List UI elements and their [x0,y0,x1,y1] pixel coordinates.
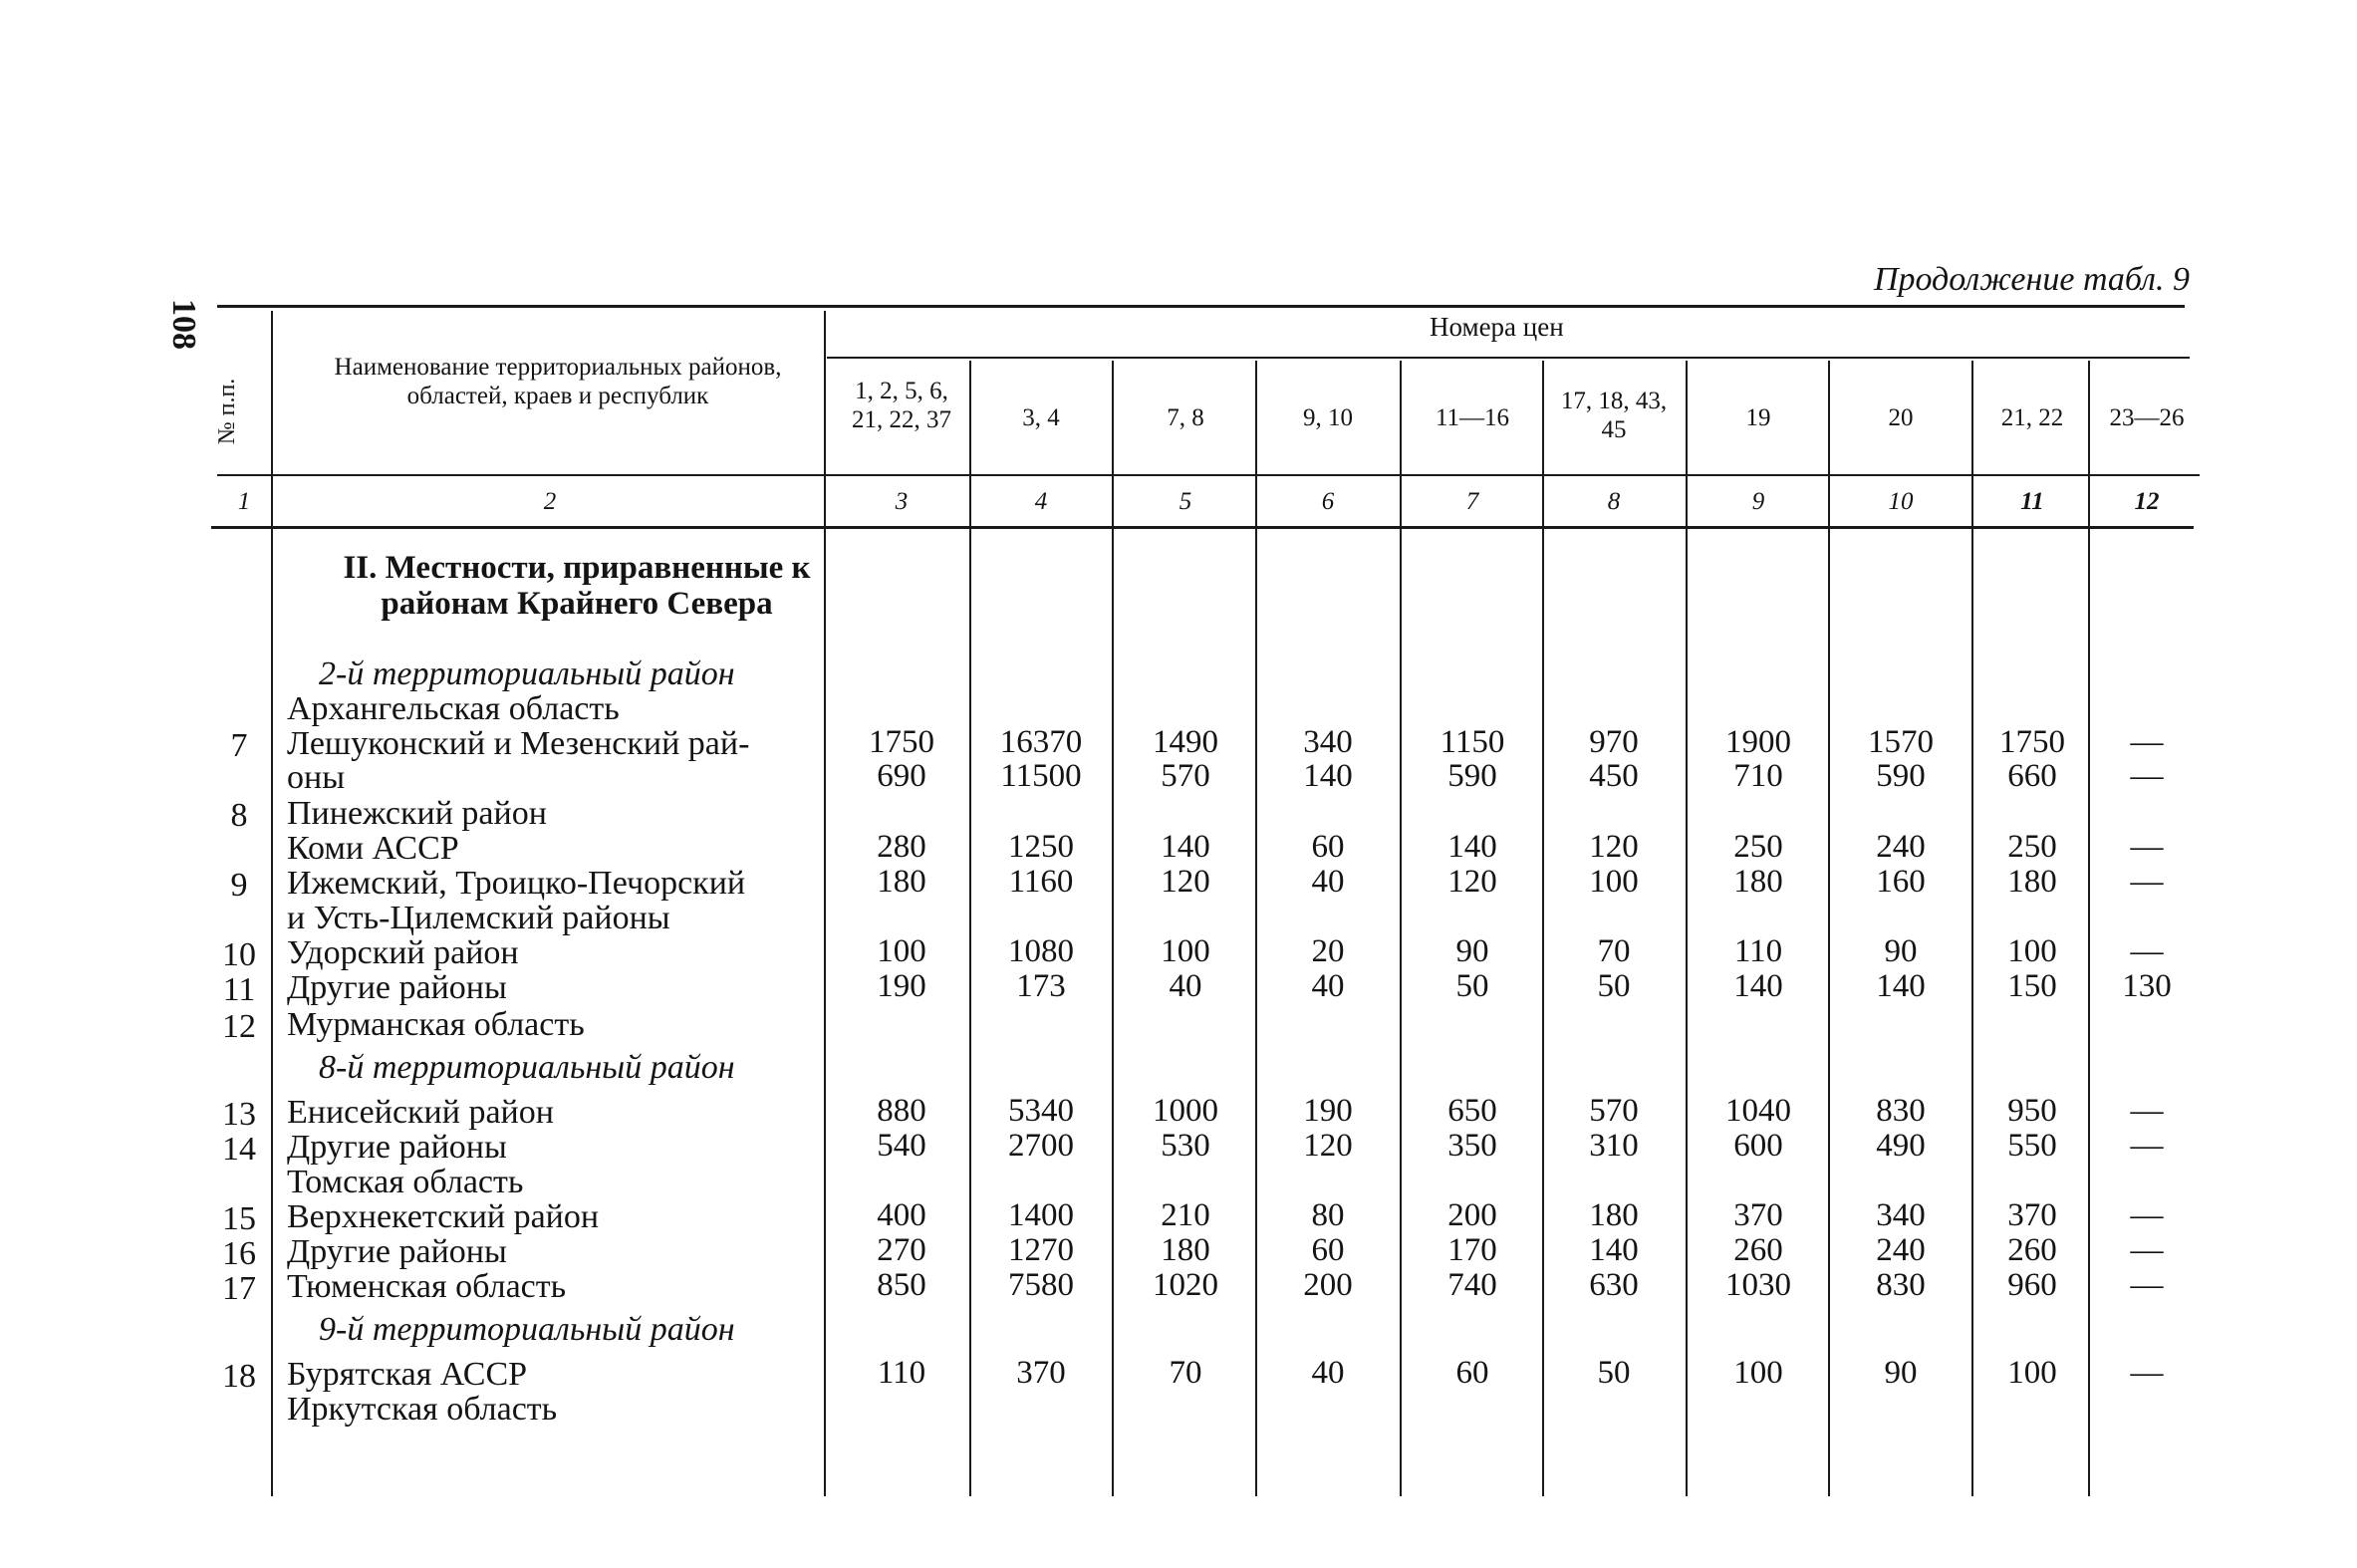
price-numbers-header: Номера цен [1430,312,1564,342]
column-number: 4 [1034,488,1048,515]
price-cell: 120 [1447,864,1497,900]
region-name: и Усть-Цилемский районы [287,900,670,936]
continuation-title: Продолжение табл. 9 [1873,261,2190,298]
row-number: 9 [230,867,248,904]
colnums-bottom-rule [211,526,2194,529]
price-cell: 140 [1161,829,1210,865]
price-cell: 50 [1455,968,1489,1004]
region-name: Верхнекетский район [287,1198,600,1235]
price-cell: 970 [1589,724,1639,760]
district-subheading: 8-й территориальный район [319,1049,735,1086]
row-number: 10 [222,936,256,973]
price-cell: 190 [1303,1093,1353,1129]
rule-col-2-3 [824,311,826,1496]
price-cell: 590 [1876,758,1926,794]
price-cell: 140 [1303,758,1353,794]
price-cell: 90 [1455,933,1489,969]
price-cell: 250 [2007,829,2057,865]
region-name: Другие районы [287,969,507,1006]
row-number: 16 [222,1235,256,1272]
price-cell: 490 [1876,1128,1926,1164]
region-name: Ижемский, Троицко-Печорский [287,865,746,902]
price-cell: 340 [1303,724,1353,760]
price-cell: 100 [1733,1355,1783,1391]
price-column-header: 19 [1745,404,1771,431]
price-cell: 100 [2007,1355,2057,1391]
price-cell: 1030 [1725,1267,1791,1303]
price-cell: 140 [1733,968,1783,1004]
price-cell: — [2130,1267,2164,1303]
price-cell: 880 [877,1093,926,1129]
rule-col-8-9 [1686,361,1688,1496]
price-cell: 370 [1016,1355,1066,1391]
price-cell: 260 [2007,1232,2057,1268]
price-column-header: 9, 10 [1303,404,1353,431]
price-cell: 150 [2007,968,2057,1004]
price-column-header: 21, 22 [2000,404,2064,431]
price-cell: 1900 [1725,724,1791,760]
price-cell: 250 [1733,829,1783,865]
column-number: 10 [1888,488,1914,515]
price-cell: 830 [1876,1093,1926,1129]
column-number: 11 [2020,488,2044,515]
price-cell: — [2130,1128,2164,1164]
price-cell: 350 [1447,1128,1497,1164]
rule-col-3-4 [969,361,971,1496]
row-number: 13 [222,1096,256,1133]
price-cell: 590 [1447,758,1497,794]
price-cell: 1270 [1008,1232,1074,1268]
price-cell: 180 [1733,864,1783,900]
price-cell: 740 [1447,1267,1497,1303]
region-name: Удорский район [287,934,519,971]
price-cell: 170 [1447,1232,1497,1268]
price-cell: 600 [1733,1128,1783,1164]
price-cell: 960 [2007,1267,2057,1303]
district-subheading: 9-й территориальный район [319,1311,735,1348]
price-cell: 50 [1597,968,1631,1004]
price-cell: — [2130,864,2164,900]
price-cell: — [2130,1093,2164,1129]
page-number: 108 [165,299,202,350]
price-column-header: 23—26 [2109,404,2185,431]
row-number: 17 [222,1270,256,1307]
region-name: Другие районы [287,1129,507,1166]
header-bottom-rule [217,474,2200,476]
price-cell: 850 [877,1267,926,1303]
price-cell: 650 [1447,1093,1497,1129]
price-cell: 660 [2007,758,2057,794]
price-cell: 340 [1876,1197,1926,1233]
column-number: 6 [1321,488,1335,515]
price-cell: 630 [1589,1267,1639,1303]
row-number: 7 [230,727,248,764]
region-name: Енисейский район [287,1094,554,1131]
row-number: 15 [222,1200,256,1237]
price-cell: 5340 [1008,1093,1074,1129]
price-cell: 160 [1876,864,1926,900]
price-cell: 90 [1884,1355,1918,1391]
price-cell: 7580 [1008,1267,1074,1303]
price-cell: 120 [1589,829,1639,865]
price-column-header: 1, 2, 5, 6, 21, 22, 37 [852,378,951,434]
rule-col-9-10 [1828,361,1830,1496]
price-cell: 60 [1311,829,1345,865]
row-number-column-header: № п.п. [214,378,240,445]
region-name: Коми АССР [287,830,459,867]
price-cell: 1080 [1008,933,1074,969]
price-cell: 100 [2007,933,2057,969]
region-name: Мурманская область [287,1006,585,1043]
price-cell: 1150 [1440,724,1505,760]
price-column-header: 7, 8 [1167,404,1204,431]
row-number: 8 [230,797,248,834]
name-column-header: Наименование территориальных районов, областей, краев и республик [334,354,782,409]
price-cell: 130 [2122,968,2172,1004]
table-top-rule [217,305,2185,308]
price-cell: — [2130,829,2164,865]
region-name: Иркутская область [287,1391,558,1428]
price-cell: 1750 [1999,724,2065,760]
region-name: Томская область [287,1164,524,1200]
column-number: 8 [1607,488,1621,515]
prices-header-rule [827,357,2190,359]
district-subheading: 2-й территориальный район [319,655,735,692]
price-cell: 40 [1311,968,1345,1004]
price-cell: 100 [1161,933,1210,969]
price-cell: — [2130,1232,2164,1268]
column-number: 1 [237,488,251,515]
price-column-header: 11—16 [1435,404,1510,431]
price-cell: — [2130,1197,2164,1233]
region-name: Бурятская АССР [287,1356,528,1393]
price-cell: 570 [1589,1093,1639,1129]
price-cell: 140 [1589,1232,1639,1268]
price-cell: 400 [877,1197,926,1233]
price-cell: 950 [2007,1093,2057,1129]
price-cell: 11500 [1000,758,1082,794]
price-cell: 110 [1733,933,1783,969]
price-cell: 16370 [999,724,1083,760]
region-name: Тюменская область [287,1268,567,1305]
price-cell: 260 [1733,1232,1783,1268]
price-cell: 40 [1311,1355,1345,1391]
price-cell: 1250 [1008,829,1074,865]
price-column-header: 17, 18, 43, 45 [1560,388,1668,444]
price-column-header: 3, 4 [1022,404,1060,431]
price-cell: 830 [1876,1267,1926,1303]
rule-col-11-12 [2088,361,2090,1496]
price-cell: 70 [1169,1355,1202,1391]
price-cell: — [2130,933,2164,969]
column-number: 7 [1465,488,1479,515]
price-cell: 90 [1884,933,1918,969]
price-cell: 210 [1161,1197,1210,1233]
column-number: 5 [1178,488,1192,515]
price-cell: 100 [877,933,926,969]
rule-col-6-7 [1400,361,1402,1496]
price-cell: 710 [1733,758,1783,794]
price-cell: 550 [2007,1128,2057,1164]
price-cell: — [2130,1355,2164,1391]
price-cell: 370 [2007,1197,2057,1233]
price-cell: 200 [1447,1197,1497,1233]
column-number: 12 [2134,488,2160,515]
price-cell: 40 [1169,968,1202,1004]
price-cell: 180 [877,864,926,900]
column-number: 2 [543,488,557,515]
price-cell: 20 [1311,933,1345,969]
price-cell: 1040 [1725,1093,1791,1129]
row-number: 18 [222,1358,256,1395]
price-cell: 140 [1447,829,1497,865]
row-number: 12 [222,1008,256,1045]
region-name: Лешуконский и Мезенский рай- [287,725,750,762]
price-cell: 200 [1303,1267,1353,1303]
price-column-header: 20 [1888,404,1914,431]
rule-col-7-8 [1542,361,1544,1496]
price-cell: 540 [877,1128,926,1164]
price-cell: 180 [2007,864,2057,900]
price-cell: 1570 [1868,724,1934,760]
region-name: Другие районы [287,1233,507,1270]
price-cell: 60 [1455,1355,1489,1391]
price-cell: 190 [877,968,926,1004]
region-name: Архангельская область [287,690,620,727]
price-cell: 180 [1161,1232,1210,1268]
column-number: 9 [1751,488,1765,515]
section-title: II. Местности, приравненные к районам Крайнего Севера [343,550,811,622]
price-cell: — [2130,758,2164,794]
column-number: 3 [895,488,909,515]
price-cell: 70 [1597,933,1631,969]
price-cell: 1490 [1153,724,1218,760]
price-cell: 270 [877,1232,926,1268]
price-cell: 40 [1311,864,1345,900]
price-cell: — [2130,724,2164,760]
price-cell: 690 [877,758,926,794]
price-cell: 310 [1589,1128,1639,1164]
price-cell: 120 [1161,864,1210,900]
rule-col-4-5 [1112,361,1114,1496]
price-cell: 173 [1016,968,1066,1004]
price-cell: 370 [1733,1197,1783,1233]
price-cell: 1000 [1153,1093,1218,1129]
price-cell: 80 [1311,1197,1345,1233]
price-cell: 450 [1589,758,1639,794]
price-cell: 120 [1303,1128,1353,1164]
price-cell: 50 [1597,1355,1631,1391]
price-cell: 530 [1161,1128,1210,1164]
region-name: оны [287,759,346,796]
price-cell: 1020 [1153,1267,1218,1303]
price-cell: 1160 [1008,864,1074,900]
price-cell: 240 [1876,829,1926,865]
price-cell: 2700 [1008,1128,1074,1164]
rule-col-5-6 [1255,361,1257,1496]
price-cell: 110 [877,1355,926,1391]
price-cell: 280 [877,829,926,865]
row-number: 11 [222,971,256,1008]
price-cell: 140 [1876,968,1926,1004]
price-cell: 60 [1311,1232,1345,1268]
price-cell: 180 [1589,1197,1639,1233]
rule-col-10-11 [1971,361,1973,1496]
price-cell: 240 [1876,1232,1926,1268]
price-cell: 570 [1161,758,1210,794]
price-cell: 1400 [1008,1197,1074,1233]
price-cell: 1750 [869,724,934,760]
region-name: Пинежский район [287,795,547,832]
price-cell: 100 [1589,864,1639,900]
row-number: 14 [222,1131,256,1168]
